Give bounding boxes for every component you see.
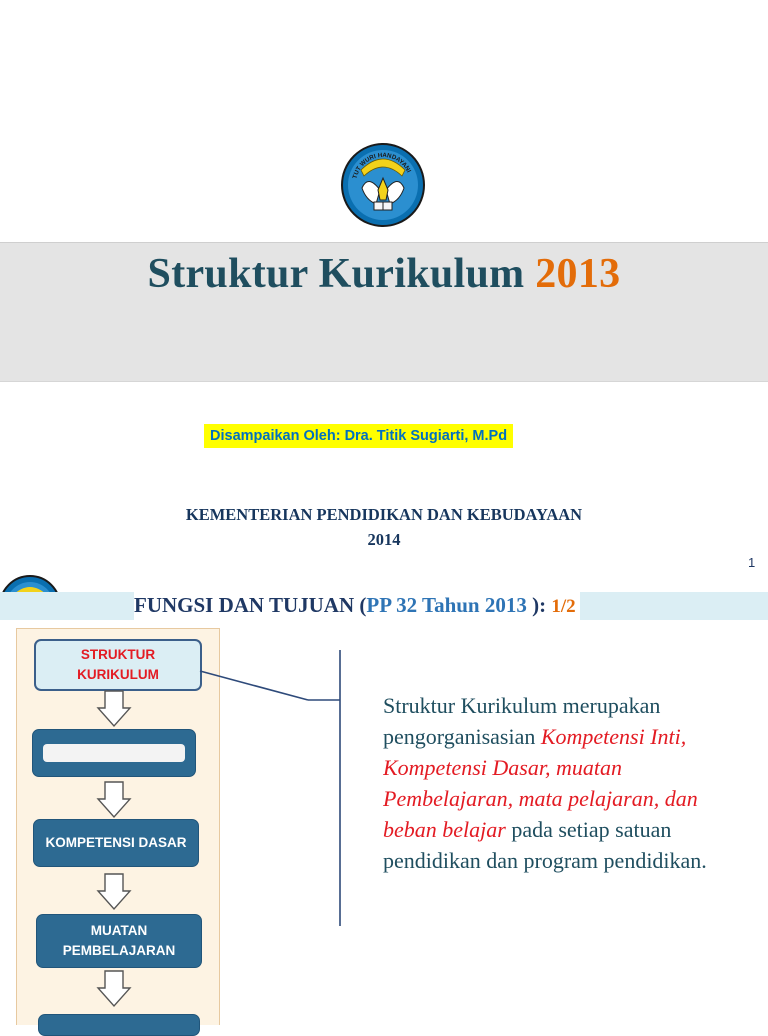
down-arrow-icon bbox=[96, 781, 132, 819]
flow-box-label: KOMPETENSI DASAR bbox=[45, 835, 187, 850]
slide-number: 1 bbox=[748, 555, 756, 570]
ministry-year: 2014 bbox=[367, 530, 401, 549]
description-text bbox=[383, 690, 713, 922]
flow-box-label: KOMPETENSI INTI bbox=[43, 744, 185, 762]
slide-title bbox=[0, 250, 768, 298]
presenter-line: Disampaikan Oleh: Dra. Titik Sugiarti, M.Pd bbox=[204, 424, 513, 448]
flow-box-next bbox=[38, 1014, 200, 1036]
description-part1: Struktur Kurikulum merupakan pengorganisasian bbox=[383, 693, 661, 749]
ministry-block bbox=[0, 502, 768, 552]
section-page-indicator: 1/2 bbox=[551, 596, 576, 617]
slide-title-year: 2013 bbox=[535, 251, 621, 297]
flow-box-label: STRUKTUR KURIKULUM bbox=[77, 647, 159, 682]
down-arrow-icon bbox=[96, 970, 132, 1008]
flow-box-muatan-pembelajaran bbox=[36, 914, 202, 968]
flow-box-label: MUATAN PEMBELAJARAN bbox=[62, 923, 176, 958]
ministry-name: KEMENTERIAN PENDIDIKAN DAN KEBUDAYAAN bbox=[185, 505, 583, 524]
flow-box-struktur-kurikulum bbox=[34, 639, 202, 691]
svg-text:TUT WURI HANDAYANI: TUT WURI HANDAYANI bbox=[351, 151, 413, 180]
down-arrow-icon bbox=[96, 690, 132, 728]
flow-box-kompetensi-inti bbox=[32, 729, 196, 777]
section-title bbox=[134, 590, 580, 620]
section-title-text: FUNGSI DAN TUJUAN ( bbox=[134, 593, 367, 617]
tut-wuri-handayani-emblem-icon bbox=[340, 140, 426, 230]
description-highlight: Kompetensi Inti, Kompetensi Dasar, muatan Pembelajaran, mata pelajaran, dan beban belajar bbox=[383, 724, 698, 842]
slide-title-main: Struktur Kurikulum bbox=[147, 251, 525, 297]
flow-box-kompetensi-dasar bbox=[33, 819, 199, 867]
section-title-ref: PP 32 Tahun 2013 bbox=[366, 593, 527, 617]
description-part2: pada setiap satuan pendidikan dan program pendidikan. bbox=[383, 817, 707, 873]
section-title-close: ): bbox=[526, 593, 547, 617]
down-arrow-icon bbox=[96, 873, 132, 911]
